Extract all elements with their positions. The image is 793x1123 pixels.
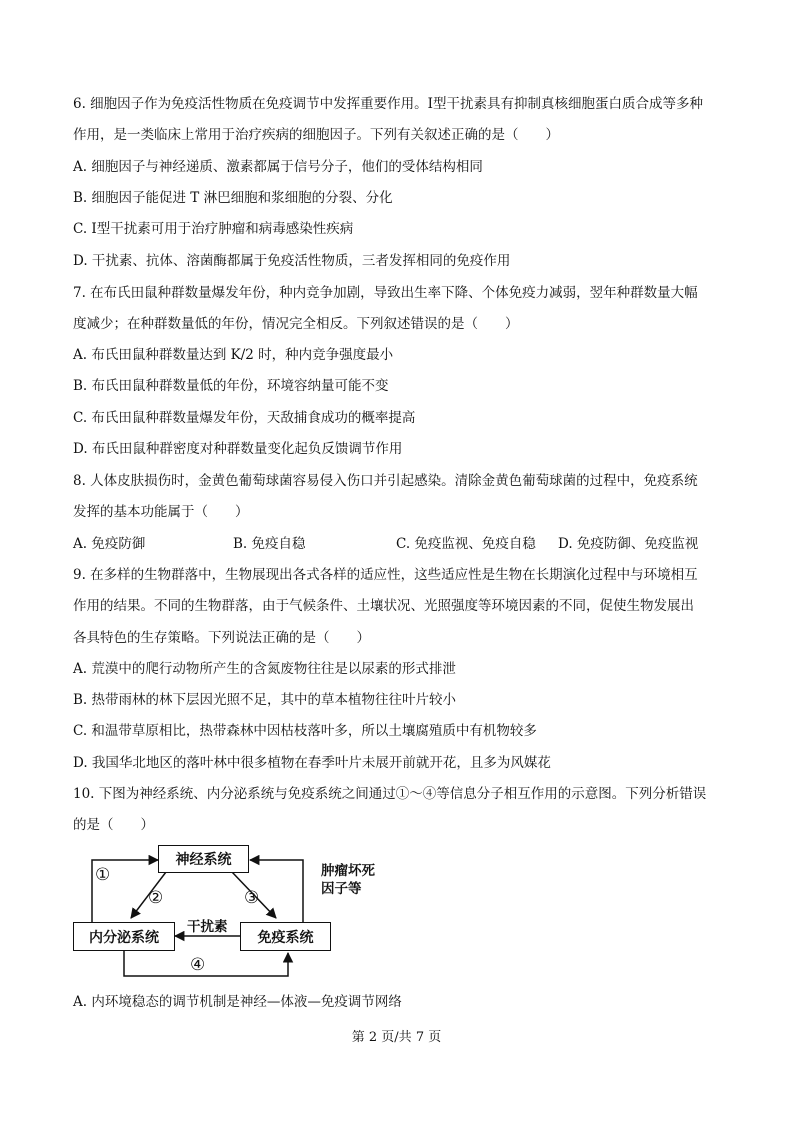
label-tnf-line2: 因子等 [321, 881, 362, 897]
box-immune-system: 免疫系统 [240, 922, 331, 951]
label-1: ① [95, 865, 111, 885]
q6-option-c: C. Ⅰ型干扰素可用于治疗肿瘤和病毒感染性疾病 [73, 221, 354, 237]
q7-stem-line2: 度减少；在种群数量低的年份，情况完全相反。下列叙述错误的是（ ） [73, 316, 519, 332]
q10-stem-line1: 10. 下图为神经系统、内分泌系统与免疫系统之间通过①～④等信息分子相互作用的示意图。下列分析错误 [73, 786, 707, 802]
label-2: ② [148, 888, 164, 908]
q10-option-a: A. 内环境稳态的调节机制是神经—体液—免疫调节网络 [73, 994, 402, 1010]
q9-option-b: B. 热带雨林的林下层因光照不足，其中的草本植物往往叶片较小 [73, 692, 457, 708]
label-tnf-line1: 肿瘤坏死 [321, 863, 375, 879]
q9-option-c: C. 和温带草原相比，热带森林中因枯枝落叶多，所以土壤腐殖质中有机物较多 [73, 723, 537, 739]
q9-option-a: A. 荒漠中的爬行动物所产生的含氮废物往往是以尿素的形式排泄 [73, 661, 456, 677]
q8-option-d: D. 免疫防御、免疫监视 [558, 536, 699, 552]
q8-stem-line2: 发挥的基本功能属于（ ） [73, 504, 249, 520]
label-3: ③ [244, 888, 260, 908]
q10-stem-line2: 的是（ ） [73, 817, 154, 833]
q7-option-c: C. 布氏田鼠种群数量爆发年份，天敌捕食成功的概率提高 [73, 410, 416, 426]
q7-stem-line1: 7. 在布氏田鼠种群数量爆发年份，种内竞争加剧，导致出生率下降、个体免疫力减弱，翌年种群数量大幅 [73, 285, 698, 301]
box-nervous-system: 神经系统 [158, 845, 249, 873]
q9-option-d: D. 我国华北地区的落叶林中很多植物在春季叶片未展开前就开花，且多为风媒花 [73, 755, 551, 771]
q8-stem-line1: 8. 人体皮肤损伤时，金黄色葡萄球菌容易侵入伤口并引起感染。清除金黄色葡萄球菌的过程中，免疫系统 [73, 473, 698, 489]
q7-option-b: B. 布氏田鼠种群数量低的年份，环境容纳量可能不变 [73, 378, 389, 394]
q6-option-b: B. 细胞因子能促进 T 淋巴细胞和浆细胞的分裂、分化 [73, 190, 393, 206]
q8-option-c: C. 免疫监视、免疫自稳 [396, 536, 536, 552]
q7-option-a: A. 布氏田鼠种群数量达到 K/2 时，种内竞争强度最小 [73, 347, 394, 363]
q8-option-a: A. 免疫防御 [73, 536, 146, 552]
box-endocrine-system: 内分泌系统 [73, 922, 175, 951]
q8-option-b: B. 免疫自稳 [233, 536, 306, 552]
q9-stem-line1: 9. 在多样的生物群落中，生物展现出各式各样的适应性，这些适应性是生物在长期演化过程中与环境相互 [73, 567, 698, 583]
q9-stem-line3: 各具特色的生存策略。下列说法正确的是（ ） [73, 630, 370, 646]
page-footer: 第 2 页/共 7 页 [351, 1030, 442, 1045]
q9-stem-line2: 作用的结果。不同的生物群落，由于气候条件、土壤状况、光照强度等环境因素的不同，促使生物发展出 [73, 598, 694, 614]
label-interferon: 干扰素 [187, 919, 228, 935]
arrow-4 [124, 951, 288, 976]
q6-option-a: A. 细胞因子与神经递质、激素都属于信号分子，他们的受体结构相同 [73, 159, 483, 175]
label-4: ④ [190, 955, 206, 975]
q6-stem-line2: 作用，是一类临床上常用于治疗疾病的细胞因子。下列有关叙述正确的是（ ） [73, 127, 559, 143]
q7-option-d: D. 布氏田鼠种群密度对种群数量变化起负反馈调节作用 [73, 441, 403, 457]
q6-stem-line1: 6. 细胞因子作为免疫活性物质在免疫调节中发挥重要作用。Ⅰ型干扰素具有抑制真核细胞蛋白质合成等多种 [73, 96, 704, 112]
q6-option-d: D. 干扰素、抗体、溶菌酶都属于免疫活性物质，三者发挥相同的免疫作用 [73, 253, 511, 269]
